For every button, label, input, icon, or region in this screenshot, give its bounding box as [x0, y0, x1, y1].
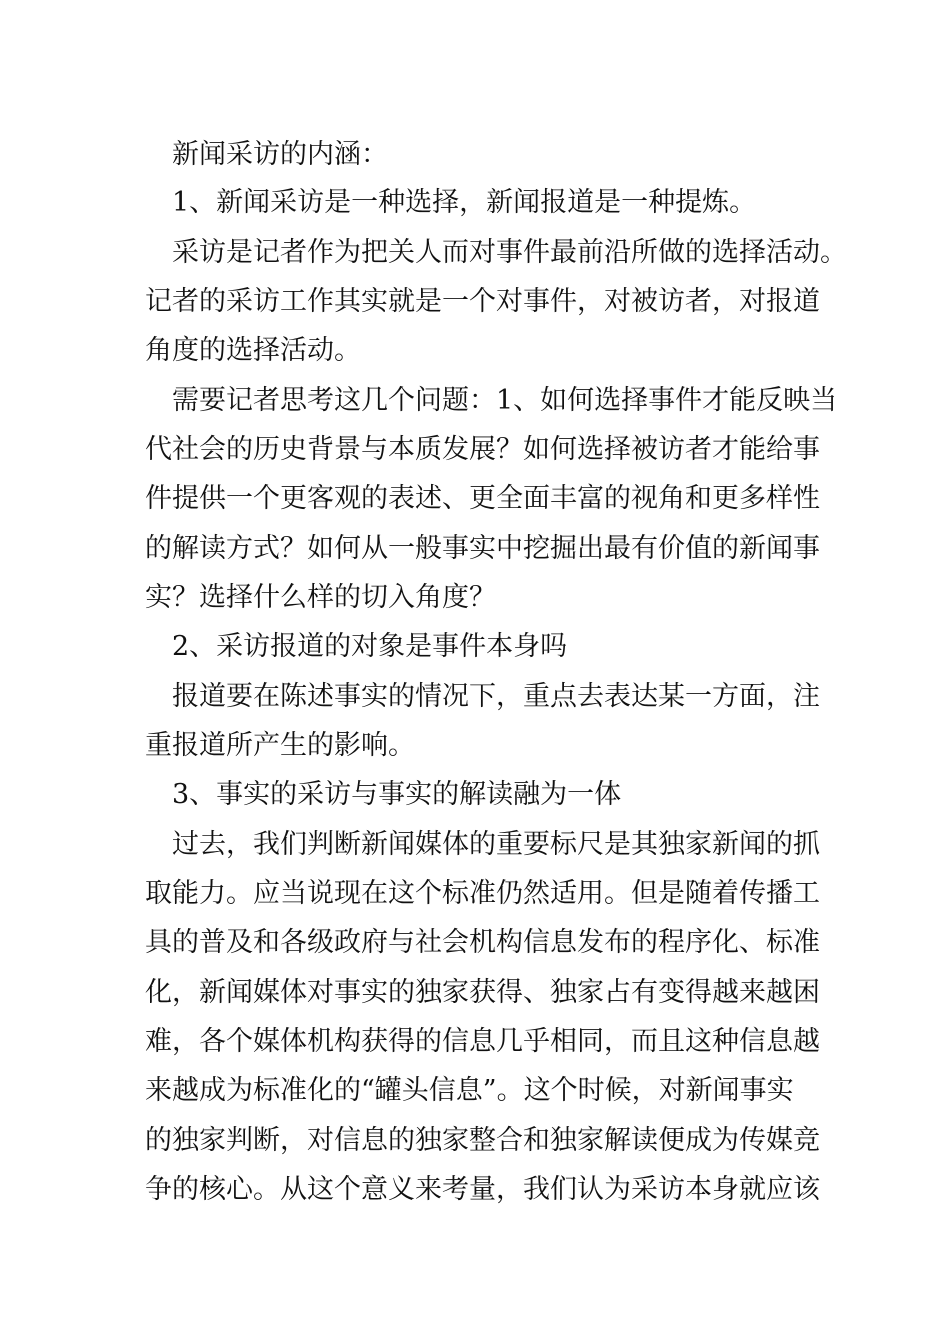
paragraph-line: 采访是记者作为把关人而对事件最前沿所做的选择活动。 — [172, 237, 847, 268]
paragraph-line: 具的普及和各级政府与社会机构信息发布的程序化、标准 — [145, 927, 820, 958]
paragraph-line: 报道要在陈述事实的情况下，重点去表达某一方面，注 — [172, 681, 820, 712]
section-heading: 新闻采访的内涵： — [172, 139, 388, 170]
paragraph-line: 的独家判断，对信息的独家整合和独家解读便成为传媒竞 — [145, 1125, 820, 1156]
paragraph-line: 需要记者思考这几个问题：1、如何选择事件才能反映当 — [172, 385, 838, 416]
paragraph-line: 化，新闻媒体对事实的独家获得、独家占有变得越来越困 — [145, 977, 820, 1008]
paragraph-line: 记者的采访工作其实就是一个对事件，对被访者，对报道 — [145, 286, 820, 317]
paragraph-line: 重报道所产生的影响。 — [145, 730, 415, 761]
point-heading-3: 3、事实的采访与事实的解读融为一体 — [172, 779, 622, 810]
paragraph-line: 争的核心。从这个意义来考量，我们认为采访本身就应该 — [145, 1174, 820, 1205]
point-heading-1: 1、新闻采访是一种选择，新闻报道是一种提炼。 — [172, 187, 757, 218]
paragraph-line: 的解读方式？如何从一般事实中挖掘出最有价值的新闻事 — [145, 533, 820, 564]
paragraph-line: 角度的选择活动。 — [145, 335, 361, 366]
paragraph-line: 来越成为标准化的“罐头信息”。这个时候，对新闻事实 — [145, 1075, 794, 1106]
paragraph-line: 取能力。应当说现在这个标准仍然适用。但是随着传播工 — [145, 878, 820, 909]
paragraph-line: 实？选择什么样的切入角度？ — [145, 582, 496, 613]
point-heading-2: 2、采访报道的对象是事件本身吗 — [172, 631, 568, 662]
paragraph-line: 件提供一个更客观的表述、更全面丰富的视角和更多样性 — [145, 483, 820, 514]
paragraph-line: 过去，我们判断新闻媒体的重要标尺是其独家新闻的抓 — [172, 829, 820, 860]
paragraph-line: 代社会的历史背景与本质发展？如何选择被访者才能给事 — [145, 434, 820, 465]
paragraph-line: 难，各个媒体机构获得的信息几乎相同，而且这种信息越 — [145, 1026, 820, 1057]
